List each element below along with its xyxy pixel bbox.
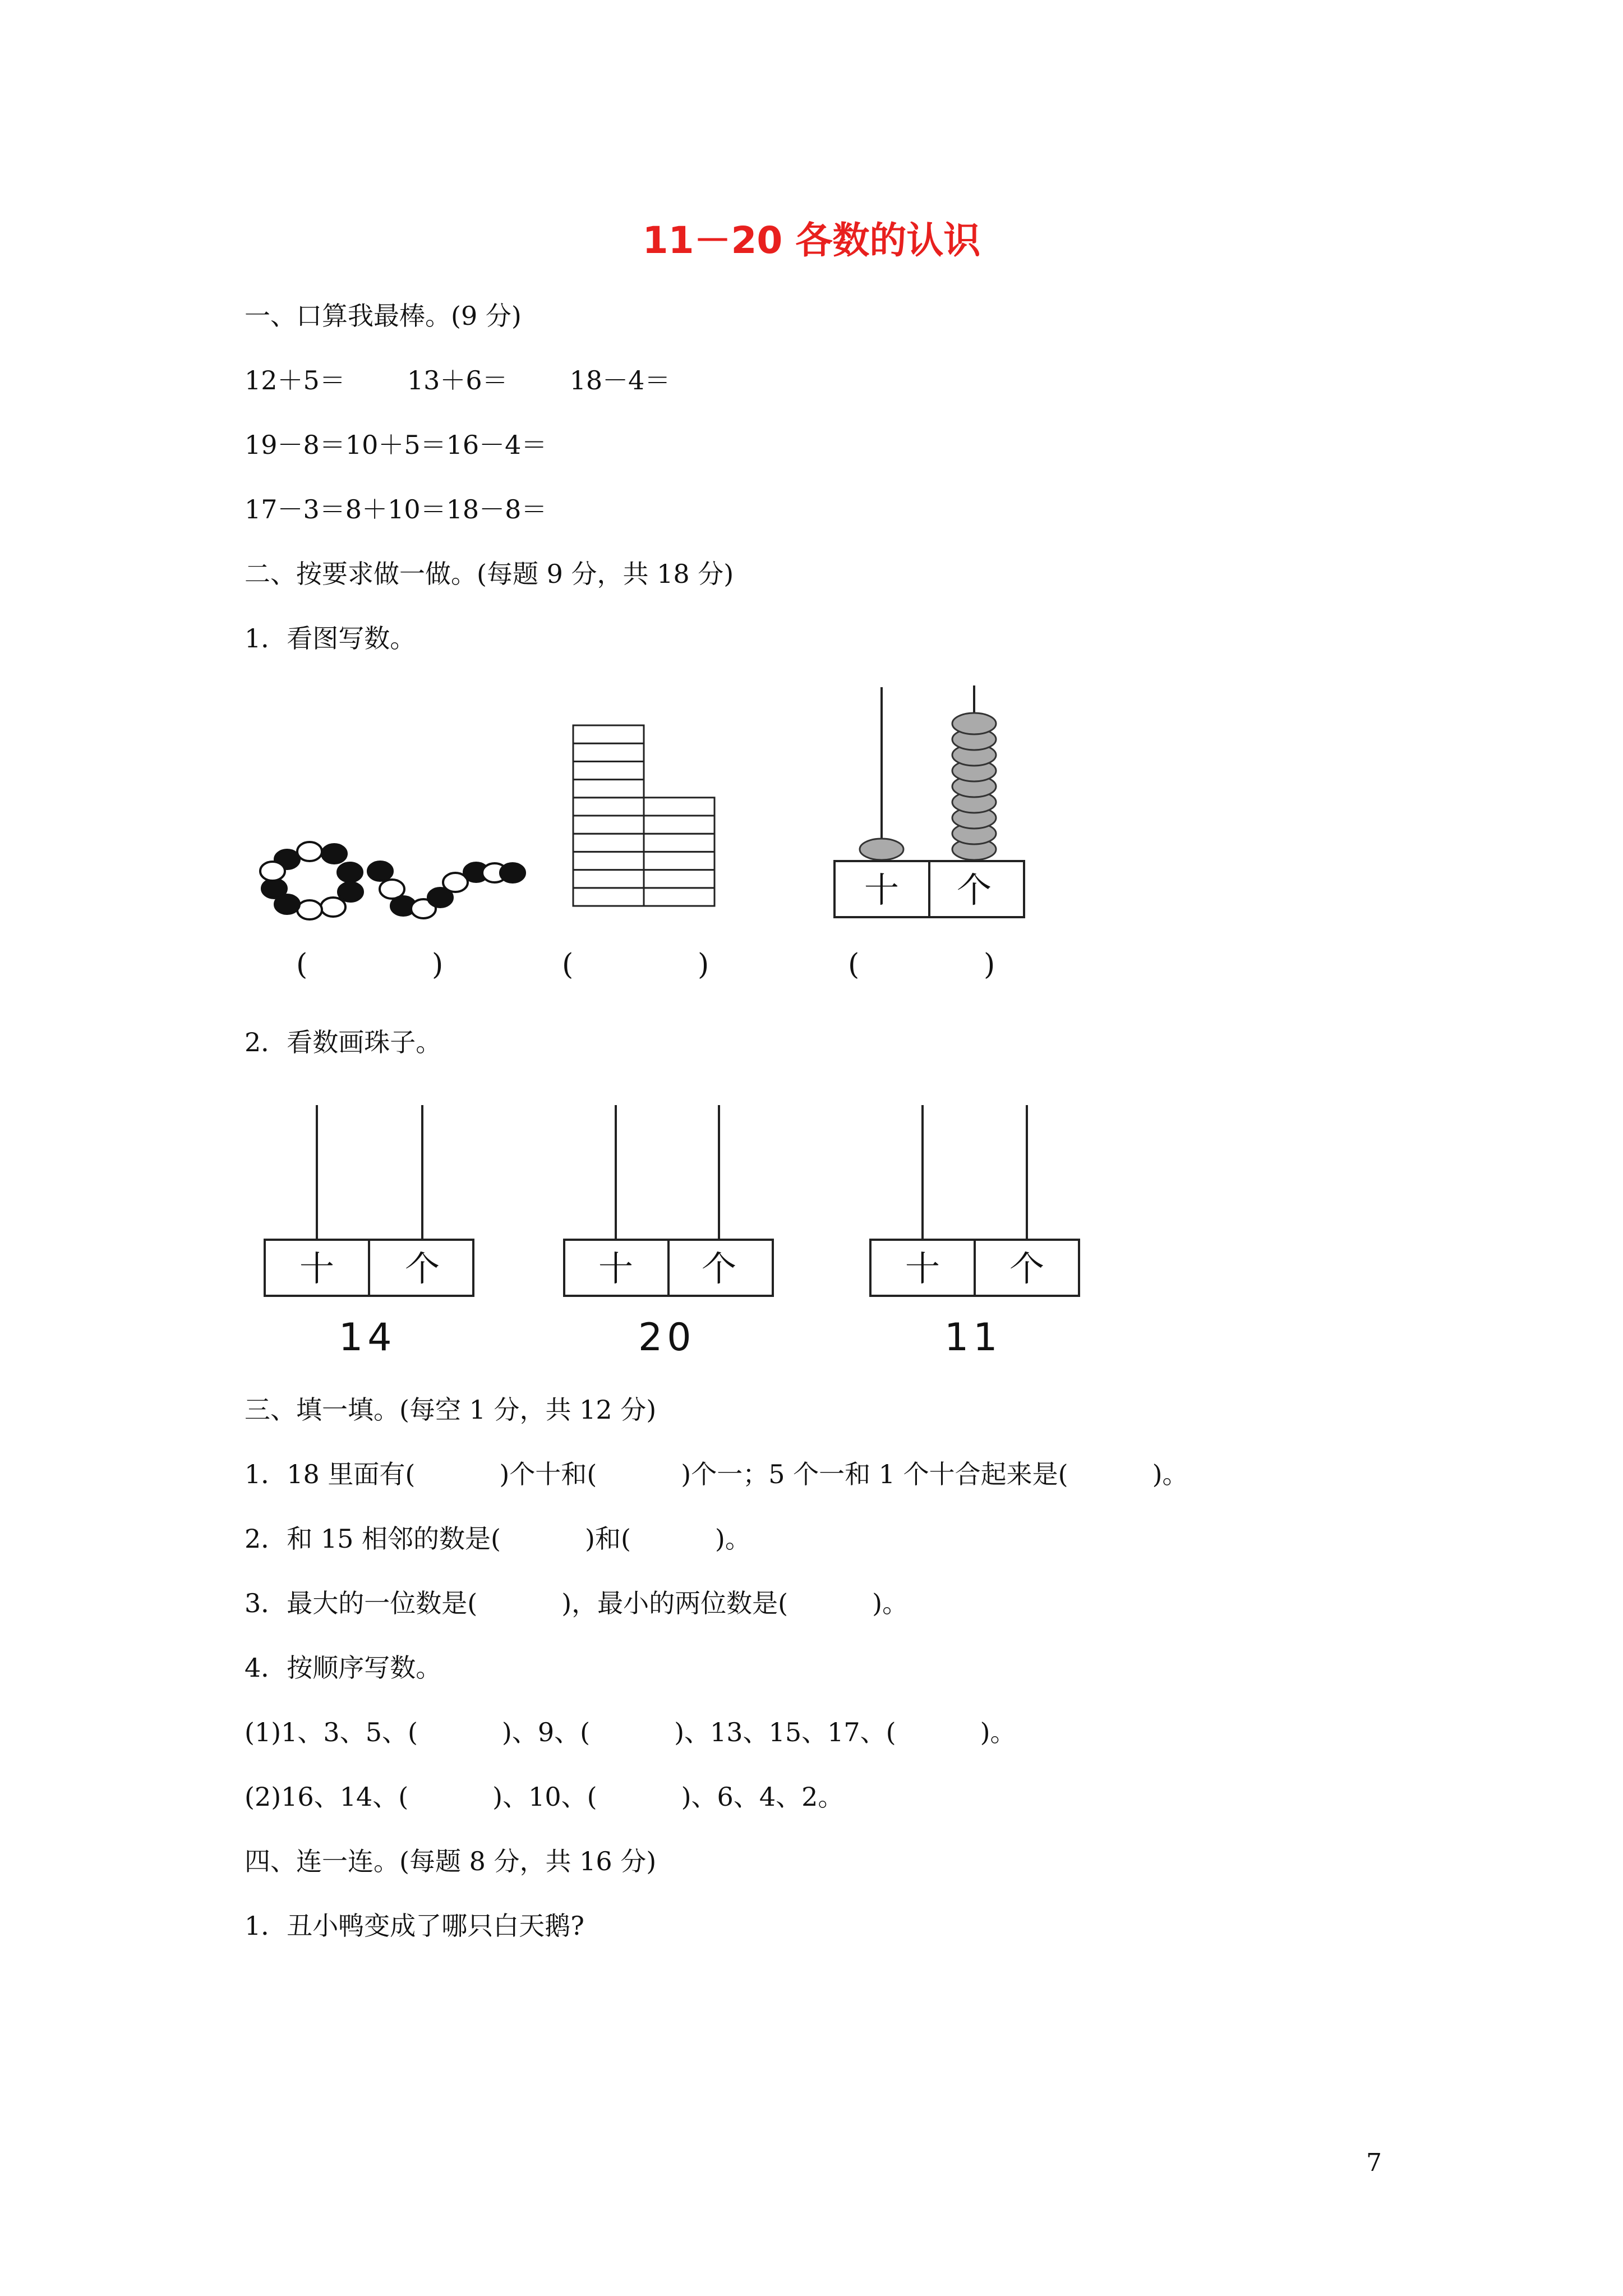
answer-paren-open: ( (848, 948, 860, 982)
answer-paren-open: ( (296, 948, 308, 982)
tens-label: 十 (864, 869, 900, 910)
target-number: 11 (944, 1315, 1002, 1360)
problem: 13＋6＝ (407, 365, 508, 395)
question-3-2: 2．和 15 相邻的数是( )和( )。 (245, 1524, 751, 1554)
empty-abacus-3 (870, 1105, 1079, 1296)
question-3-3: 3．最大的一位数是( )，最小的两位数是( )。 (245, 1588, 909, 1618)
ones-label: 个 (956, 869, 992, 910)
empty-abacus-2 (564, 1105, 773, 1296)
svg-text:个: 个 (404, 1248, 440, 1289)
empty-abacus-1 (265, 1105, 473, 1296)
section-1-heading: 一、口算我最棒。(9 分) (245, 301, 522, 331)
svg-text:十: 十 (299, 1248, 335, 1289)
question-3-4-1: (1)1、3、5、( )、9、( )、13、15、17、( )。 (245, 1717, 1016, 1747)
section-4-heading: 四、连一连。(每题 8 分，共 16 分) (245, 1846, 657, 1876)
problem: 18－4＝ (569, 365, 671, 395)
page-title: 11－20 各数的认识 (642, 219, 981, 262)
question-2-1: 1．看图写数。 (245, 623, 416, 654)
answer-paren-open: ( (562, 948, 574, 982)
svg-text:十: 十 (905, 1248, 940, 1289)
svg-text:个: 个 (701, 1248, 737, 1289)
problem: 12＋5＝ (245, 365, 345, 395)
answer-paren-close: ) (984, 948, 995, 982)
question-2-2: 2．看数画珠子。 (245, 1027, 442, 1057)
svg-text:十: 十 (598, 1248, 634, 1289)
mental-math-row-3: 17－3＝8＋10＝18－8＝ (245, 494, 547, 524)
question-3-4: 4．按顺序写数。 (245, 1653, 442, 1683)
answer-paren-close: ) (432, 948, 444, 982)
page-number: 7 (1366, 2148, 1382, 2177)
question-3-1: 1．18 里面有( )个十和( )个一；5 个一和 1 个十合起来是( )。 (245, 1459, 1188, 1489)
section-3-heading: 三、填一填。(每空 1 分，共 12 分) (245, 1395, 657, 1425)
target-number: 20 (638, 1315, 696, 1360)
question-3-4-2: (2)16、14、( )、10、( )、6、4、2。 (245, 1782, 844, 1812)
section-2-heading: 二、按要求做一做。(每题 9 分，共 18 分) (245, 559, 734, 589)
question-4-1: 1．丑小鸭变成了哪只白天鹅? (245, 1911, 584, 1941)
svg-text:个: 个 (1009, 1248, 1045, 1289)
answer-paren-close: ) (698, 948, 709, 982)
target-number: 14 (339, 1315, 396, 1360)
mental-math-row-2: 19－8＝10＋5＝16－4＝ (245, 430, 547, 460)
